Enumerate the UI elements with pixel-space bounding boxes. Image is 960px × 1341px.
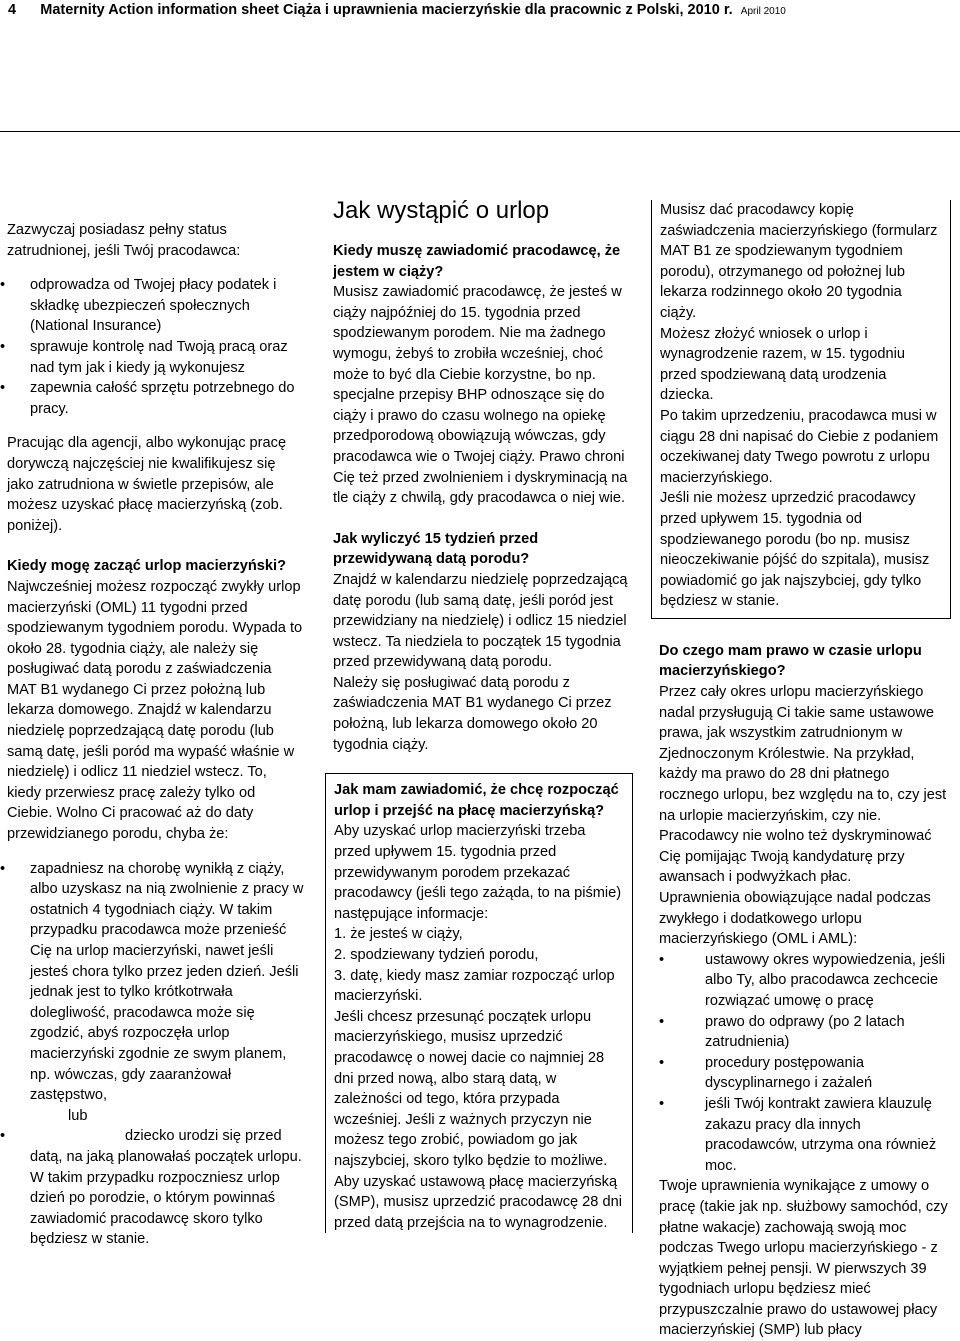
or-text: lub <box>68 1107 88 1124</box>
answer-text: Znajdź w kalendarzu niedzielę poprzedzającą datę porodu (lub samą datę, jeśli poród jest przewidziany na niedzielę) i odlicz 15 niedziel wstecz. Ta niedziela to początek 15 tygodnia przed przewidywaną datą porodu. <box>333 571 628 671</box>
notice-box <box>325 773 633 1233</box>
list-item-text: odprowadza od Twojej płacy podatek i składkę ubezpieczeń społecznych (National Insurance) <box>30 277 277 335</box>
answer-text: Aby uzyskać urlop macierzyński trzeba przed upływem 15. tygodnia przed przewidywanym porodem przekazać pracodawcy (jeśli tego zażąda, to na piśmie) następujące informacje: <box>334 823 622 922</box>
agency-paragraph: Pracując dla agencji, albo wykonując pracę dorywczą najczęściej nie kwalifikujesz się jako zatrudniona w świetle przepisów, ale możesz uzyskać płacę macierzyńską (zob. poniżej). <box>7 435 287 534</box>
column-right <box>659 200 951 1341</box>
section-title: Jak wystąpić o urlop <box>333 197 550 224</box>
page-header <box>8 2 958 18</box>
paragraph: Musisz dać pracodawcy kopię zaświadczenia macierzyńskiego (formularz MAT B1 ze spodziewanym tygodniem porodu), otrzymanego od położnej lub lekarza rodzinnego około 20 tygodnia ciąży. <box>660 202 938 321</box>
notice-box-continued <box>651 200 951 619</box>
answer-text: Uprawnienia obowiązujące nadal podczas zwykłego i dodatkowego urlopu macierzyńskiego (OML i AML): <box>659 890 931 948</box>
bullet-icon: • <box>0 277 6 294</box>
list-item-text: jeśli Twój kontrakt zawiera klauzulę zakazu pracy dla innych pracodawców, utrzyma ona również moc. <box>705 1095 937 1174</box>
list-item-text: sprawuje kontrolę nad Twoją pracą oraz nad tym jak i kiedy ją wykonujesz <box>30 338 288 376</box>
list-item: 1. że jesteś w ciąży, <box>334 926 463 943</box>
header-date: April 2010 <box>740 6 786 17</box>
paragraph: Po takim uprzedzeniu, pracodawca musi w ciągu 28 dni napisać do Ciebie z podaniem oczekiwanej daty Twego powrotu z urlopu macierzyńskiego. <box>660 407 939 486</box>
bullet-icon: • <box>0 380 6 397</box>
bullet-icon: • <box>0 860 6 877</box>
column-middle <box>333 195 633 1233</box>
question-heading: Jak mam zawiadomić, że chcę rozpocząć urlop i przejść na płacę macierzyńską? <box>334 782 619 819</box>
list-item: 2. spodziewany tydzień porodu, <box>334 947 539 963</box>
section-text: Najwcześniej możesz rozpocząć zwykły urlop macierzyński (OML) 11 tygodni przed spodziewanym tygodniem porodu. Wypada to około 28. tygodnia ciąży, ale należy się posługiwać datą porodu z zaświadczenia MAT B1 wydanego Ci przez położną lub lekarza domowego. Znajdź w kalendarzu niedzielę poprzedzającą datę porodu (lub samą datę, jeśli poród ma wypaść właśnie w niedzielę) i odlicz 11 niedziel wstecz. To, kiedy przerwiesz pracę zależy tylko od Ciebie. Wolno Ci pracować aż do daty przewidzianego porodu, chyba że: <box>7 578 303 843</box>
paragraph: Jeśli nie możesz uprzedzić pracodawcy przed upływem 15. tygodnia od spodziewanego porodu (bo np. musisz nieoczekiwanie pójść do szpitala), musisz powiadomić go jak najszybciej, gdy tylko będziesz w stanie. <box>660 490 930 610</box>
list-item <box>0 859 304 1106</box>
page-number: 4 <box>8 2 17 18</box>
header-divider <box>0 131 960 132</box>
question-heading: Do czego mam prawo w czasie urlopu macierzyńskiego? <box>659 642 922 680</box>
list-item-text: zapadniesz na chorobę wynikłą z ciąży, albo uzyskasz na nią zwolnienie z pracy w ostatnich 4 tygodniach ciąży. W takim przypadku pracodawca może przenieść Cię na urlop macierzyński, nawet jeśli jesteś chora tylko przez jeden dzień. Jeśli jednak jest to tylko krótkotrwała dolegliwość, pracodawca może się zgodzić, abyś rozpoczęła urlop macierzyński zgodnie ze swym planem, np. wówczas, gdy zaaranżował zastępstwo, <box>30 860 304 1104</box>
bullet-icon: • <box>659 1013 665 1030</box>
list-item <box>0 337 304 378</box>
list-item <box>0 378 304 419</box>
question-heading: Jak wyliczyć 15 tydzień przed przewidywaną datą porodu? <box>333 530 539 568</box>
answer-text: Jeśli chcesz przesunąć początek urlopu macierzyńskiego, musisz uprzedzić pracodawcę o nowej dacie co najmniej 28 dni przed nową, albo starą datą, w zależności od tego, która przypada wcześniej. Jeśli z ważnych przyczyn nie możesz tego zrobić, powiadom go jak najszybciej, skoro tylko będzie to możliwe. <box>334 1008 608 1169</box>
list-item-text: procedury postępowania dyscyplinarnego i zażaleń <box>705 1054 873 1092</box>
answer-text: Twoje uprawnienia wynikające z umowy o pracę (takie jak np. służbowy samochód, czy płatne wakacje) zachowają swoją moc podczas Twego urlopu macierzyńskiego - z wyjątkiem pełnej pensji. W pierwszych 39 tygodniach urlopu będziesz mieć przypuszczalnie prawo do ustawowej płacy macierzyńskiej (SMP) lub płacy <box>659 1178 948 1339</box>
intro-text: Zazwyczaj posiadasz pełny status zatrudnionej, jeśli Twój pracodawca: <box>7 222 241 259</box>
answer-text: Aby uzyskać ustawową płacę macierzyńską (SMP), musisz uprzedzić pracodawcę 28 dni przed datą przejścia na to wynagrodzenie. <box>334 1173 622 1231</box>
list-item <box>659 950 951 1012</box>
paragraph: Możesz złożyć wniosek o urlop i wynagrodzenie razem, w 15. tygodniu przed spodziewaną datą urodzenia dziecka. <box>660 325 905 404</box>
list-item <box>0 1126 304 1250</box>
bullet-icon: • <box>659 951 665 968</box>
column-left <box>0 220 304 1250</box>
list-item-text-cont: datą, na jaką planowałaś początek urlopu. W takim przypadku rozpoczniesz urlop dzień po porodzie, o którym powinnaś zawiadomić pracodawcę skoro tylko będziesz w stanie. <box>30 1148 302 1248</box>
list-item <box>659 1094 951 1176</box>
answer-text: Należy się posługiwać datą porodu z zaświadczenia MAT B1 wydanego Ci przez położną, lub lekarza domowego około 20 tygodnia ciąży. <box>333 674 612 753</box>
list-item <box>659 1012 951 1053</box>
bullet-icon: • <box>659 1095 665 1112</box>
list-item-text: prawo do odprawy (po 2 latach zatrudnienia) <box>705 1013 905 1051</box>
bullet-icon: • <box>0 338 6 355</box>
section-heading: Kiedy mogę zacząć urlop macierzyński? <box>7 558 287 575</box>
answer-text: Przez cały okres urlopu macierzyńskiego nadal przysługują Ci takie same ustawowe prawa, jak wszystkim zatrudnionym w Zjednoczonym Królestwie. Na przykład, każdy ma prawo do 28 dni płatnego rocznego urlopu, bez względu na to, czy jest na urlopie macierzyńskim, czy nie. <box>659 684 947 824</box>
answer-text: Musisz zawiadomić pracodawcę, że jesteś w ciąży najpóźniej do 15. tygodnia przed spodziewanym porodem. Nie ma żadnego wymogu, żebyś to zrobiła wcześniej, choć może to być dla Ciebie korzystne, bo np. specjalne przepisy BHP odnoszące się do ciąży i prawo do czasu wolnego na opiekę przedporodową obowiązują wówczas, gdy pracodawca wie o Twojej ciąży. Prawo chroni Cię też przed zwolnieniem i dyskryminacją na tle ciąży z chwilą, gdy pracodawca o niej wie. <box>333 284 628 507</box>
bullet-icon: • <box>0 1128 6 1145</box>
header-title: Maternity Action information sheet Ciąża i uprawnienia macierzyńskie dla pracownic z Polski, 2010 r. <box>40 2 733 18</box>
answer-text: Pracodawcy nie wolno też dyskryminować Cię pomijając Twoją kandydaturę przy awansach i podwyżkach płac. <box>659 828 932 886</box>
list-item-text: ustawowy okres wypowiedzenia, jeśli albo Ty, albo pracodawca zechcecie rozwiązać umowę o pracę <box>705 951 946 1009</box>
bullet-icon: • <box>659 1054 665 1071</box>
list-item <box>659 1053 951 1094</box>
list-item-text: dziecko urodzi się przed <box>125 1128 282 1145</box>
list-item-text: zapewnia całość sprzętu potrzebnego do pracy. <box>30 380 295 417</box>
list-item <box>0 275 304 337</box>
question-heading: Kiedy muszę zawiadomić pracodawcę, że jestem w ciąży? <box>333 243 621 280</box>
list-item: 3. datę, kiedy masz zamiar rozpocząć urlop macierzyński. <box>334 967 615 1005</box>
